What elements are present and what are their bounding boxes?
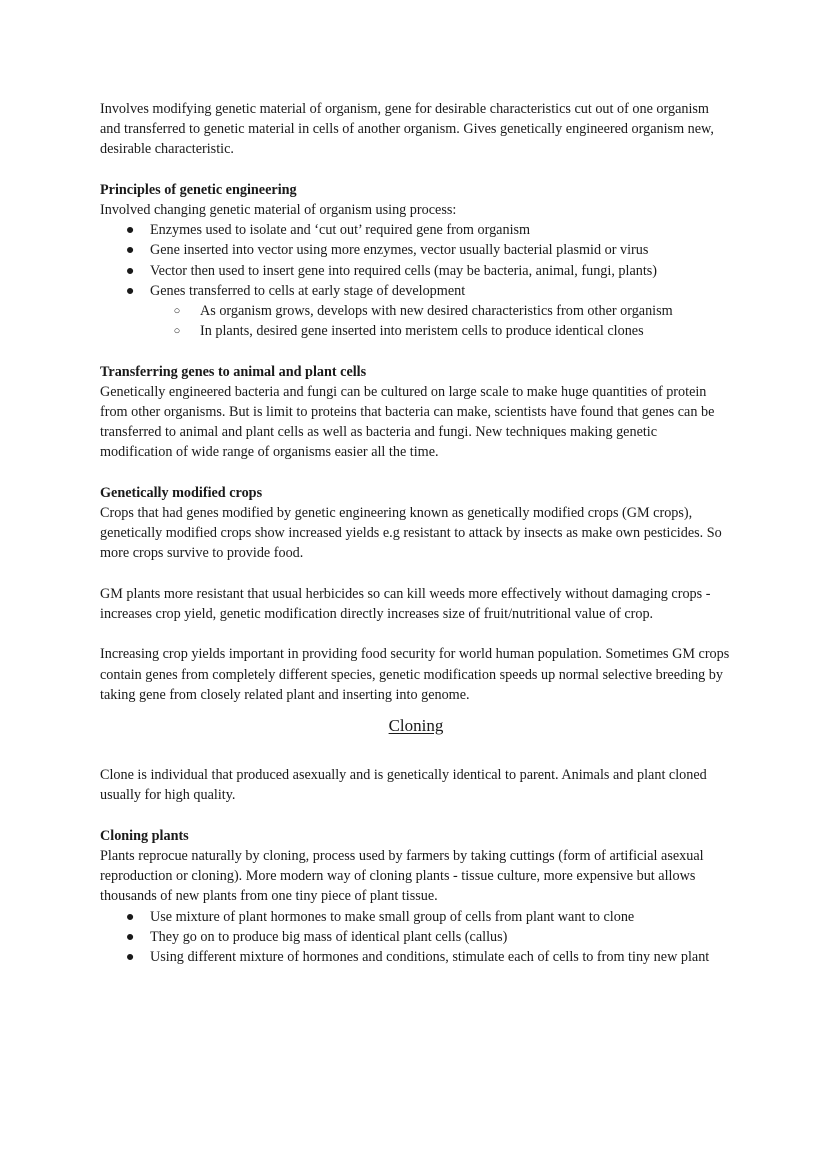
list-item: [100, 281, 732, 342]
principles-heading: Principles of genetic engineering: [100, 181, 297, 198]
transferring-body: Genetically engineered bacteria and fungi can be cultured on large scale to make huge quantities of protein from other organisms. But is limit to proteins that bacteria can make, scientists have found that genes can be transferred to animal and plant cells as well as bacteria and fungi. New techniques making genetic modification of wide range of organisms easier all the time.: [100, 383, 715, 461]
list-item: [100, 907, 732, 927]
list-item: [100, 947, 732, 967]
cloning-title: Cloning: [388, 716, 444, 736]
bullet-icon: ●: [125, 222, 135, 239]
list-item-text: Use mixture of plant hormones to make small group of cells from plant want to clone: [150, 908, 635, 925]
list-item: [100, 927, 732, 947]
intro-paragraph: Involves modifying genetic material of organism, gene for desirable characteristics cut out of one organism and transferred to genetic material in cells of another organism. Gives genetically engineered organism new, desirable characteristic.: [100, 101, 714, 158]
spacer: [100, 463, 732, 483]
sub-list-item: [100, 321, 732, 341]
list-item-text: Vector then used to insert gene into required cells (may be bacteria, animal, fungi, plants): [150, 262, 658, 279]
spacer: [100, 341, 732, 361]
bullet-icon: ●: [125, 262, 135, 279]
cloning-plants-heading: Cloning plants: [100, 827, 189, 844]
cloning-plants-list: [100, 907, 732, 968]
spacer: [100, 160, 732, 180]
spacer: [100, 564, 732, 584]
spacer: [100, 745, 732, 765]
transferring-heading: Transferring genes to animal and plant cells: [100, 363, 367, 380]
sub-list-item-text: In plants, desired gene inserted into meristem cells to produce identical clones: [200, 323, 644, 340]
principles-lead: Involved changing genetic material of organism using process:: [100, 202, 457, 218]
bullet-icon: ●: [125, 908, 135, 925]
sub-list: [150, 301, 732, 341]
list-item-text: Enzymes used to isolate and ‘cut out’ required gene from organism: [150, 222, 531, 239]
sub-list-item-text: As organism grows, develops with new desired characteristics from other organism: [200, 303, 673, 320]
list-item-text: Gene inserted into vector using more enzymes, vector usually bacterial plasmid or virus: [150, 242, 649, 259]
bullet-icon: ●: [125, 949, 135, 966]
sub-list-item: [100, 301, 732, 321]
gm-crops-paragraph-2: GM plants more resistant that usual herbicides so can kill weeds more effectively without damaging crops - increases crop yield, genetic modification directly increases size of fruit/nutritional value of crop.: [100, 585, 711, 623]
bullet-icon: ●: [125, 282, 135, 299]
hollow-bullet-icon: ○: [173, 305, 181, 318]
principles-list: [100, 220, 732, 341]
cloning-plants-body: Plants reprocue naturally by cloning, process used by farmers by taking cuttings (form of artificial asexual reproduction or cloning). More modern way of cloning plants - tissue culture, more expensive but allows thousands of new plants from one tiny piece of plant tissue.: [100, 848, 704, 905]
bullet-icon: ●: [125, 928, 135, 945]
spacer: [100, 806, 732, 826]
hollow-bullet-icon: ○: [173, 325, 181, 338]
gm-crops-paragraph-1: Crops that had genes modified by genetic engineering known as genetically modified crops (GM crops), genetically modified crops show increased yields e.g resistant to attack by insects as make own pesticides. So more crops survive to provide food.: [100, 505, 722, 562]
list-item: [100, 240, 732, 260]
gm-crops-paragraph-3: Increasing crop yields important in providing food security for world human population. Sometimes GM crops contain genes from completely different species, genetic modification speeds up normal selective breeding by taking gene from closely related plant and inserting into genome.: [100, 646, 730, 703]
gm-crops-heading: Genetically modified crops: [100, 484, 263, 501]
document-page: [100, 99, 732, 967]
list-item-text: They go on to produce big mass of identical plant cells (callus): [150, 928, 508, 945]
list-item-text: Genes transferred to cells at early stage of development: [150, 282, 466, 299]
cloning-intro: Clone is individual that produced asexually and is genetically identical to parent. Animals and plant cloned usually for high quality.: [100, 767, 707, 804]
list-item-text: Using different mixture of hormones and conditions, stimulate each of cells to from tiny new plant: [150, 949, 710, 966]
list-item: [100, 261, 732, 281]
list-item: [100, 220, 732, 240]
bullet-icon: ●: [125, 242, 135, 259]
spacer: [100, 624, 732, 644]
